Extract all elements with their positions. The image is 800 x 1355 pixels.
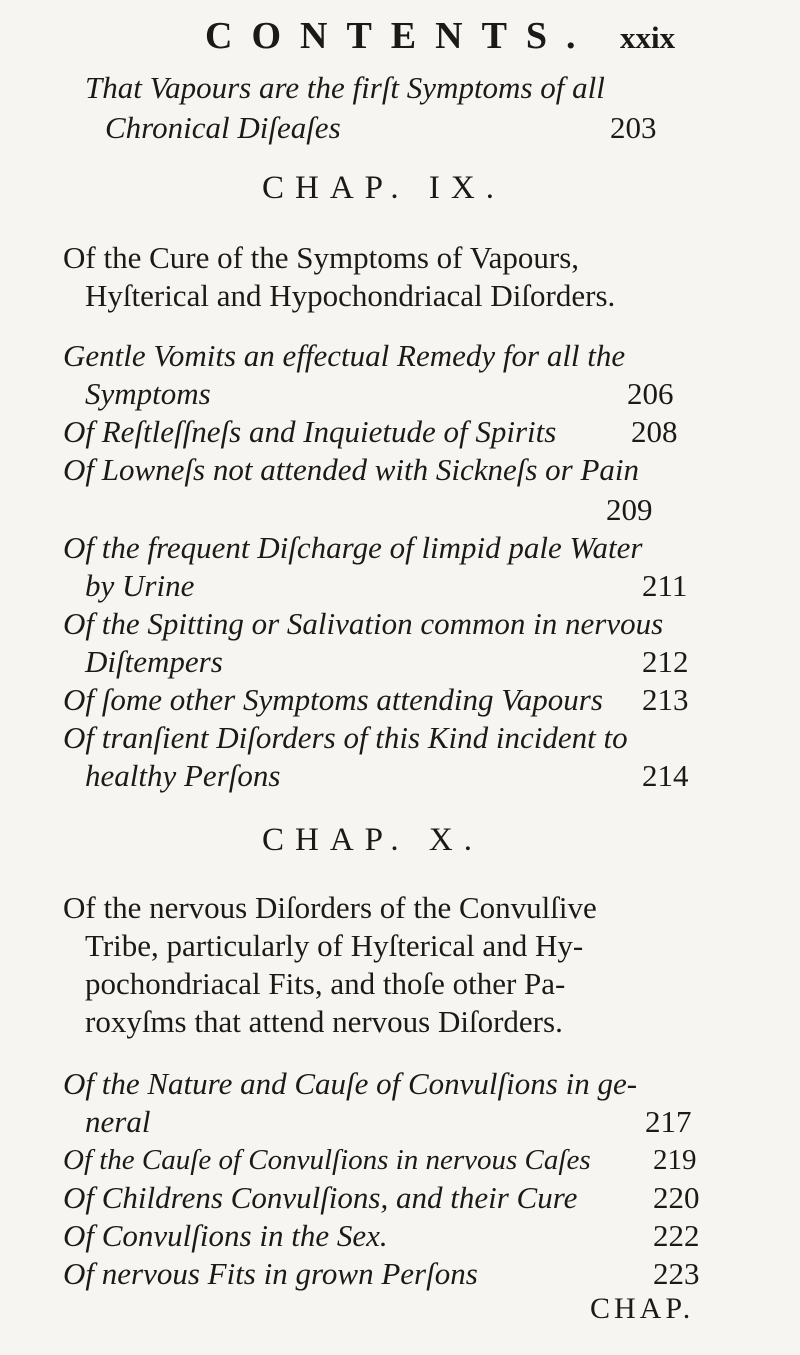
chapter-summary-line: Of the Cure of the Symptoms of Vapours, — [63, 240, 580, 275]
toc-entry-text: neral — [85, 1104, 151, 1139]
toc-entry — [63, 606, 663, 642]
toc-entry-text: Of the Spitting or Salivation common in nervous — [63, 606, 664, 641]
toc-entry — [63, 452, 639, 488]
toc-entry-text: Chronical Diſeaſes — [105, 110, 341, 145]
page-number: 208 — [631, 414, 678, 449]
page-number: 209 — [606, 492, 653, 527]
running-title: CONTENTS. — [205, 15, 595, 57]
page-number: 211 — [642, 568, 688, 603]
chapter-heading: CHAP. IX. — [262, 170, 505, 206]
chapter-summary-line: pochondriacal Fits, and thoſe other Pa- — [85, 966, 566, 1001]
page-number: 222 — [653, 1218, 700, 1253]
toc-entry — [63, 414, 703, 450]
toc-entry-text: Of Convulſions in the Sex. — [63, 1218, 388, 1253]
toc-entry — [63, 338, 625, 374]
page-number: 203 — [610, 110, 657, 145]
toc-entry-text: by Urine — [85, 568, 195, 603]
page-number: 223 — [653, 1256, 700, 1291]
toc-entry-text: Of Childrens Convulſions, and their Cure — [63, 1180, 578, 1215]
toc-entry — [63, 1180, 743, 1216]
toc-entry — [63, 1218, 743, 1254]
toc-entry-continuation — [85, 568, 705, 604]
page-number: 213 — [642, 682, 689, 717]
toc-entry-text: Diſtempers — [85, 644, 223, 679]
page-number: 219 — [653, 1144, 697, 1176]
toc-entry-continuation — [606, 492, 653, 528]
toc-entry-text: Of tranſient Diſorders of this Kind incident to — [63, 720, 628, 755]
page-number: 220 — [653, 1180, 700, 1215]
toc-entry-text: Of ſome other Symptoms attending Vapours — [63, 682, 603, 717]
catchword: CHAP. — [590, 1292, 695, 1325]
toc-entry-text: Gentle Vomits an effectual Remedy for all the — [63, 338, 626, 373]
chapter-summary-line: roxyſms that attend nervous Diſorders. — [85, 1004, 563, 1039]
page-number: 214 — [642, 758, 689, 793]
page-number: 217 — [645, 1104, 692, 1139]
toc-entry-text: Of Reſtleſſneſs and Inquietude of Spirits — [63, 414, 557, 449]
toc-entry-continuation — [85, 1104, 705, 1140]
chapter-heading: CHAP. X. — [262, 822, 483, 858]
toc-entry-text: Of Lowneſs not attended with Sickneſs or Pain — [63, 452, 640, 487]
toc-entry-text: Of the frequent Diſcharge of limpid pale Water — [63, 530, 643, 565]
toc-entry-text: Of the Cauſe of Convulſions in nervous Caſes — [63, 1144, 591, 1176]
toc-entry-text: Symptoms — [85, 376, 211, 411]
toc-entry-text: healthy Perſons — [85, 758, 281, 793]
toc-entry-continuation — [105, 110, 665, 146]
toc-entry — [63, 1256, 743, 1292]
chapter-summary-line: Hyſterical and Hypochondriacal Diſorders. — [85, 278, 616, 313]
toc-entry — [85, 70, 605, 106]
toc-entry — [63, 530, 642, 566]
toc-entry-continuation — [85, 758, 705, 794]
page-number: 212 — [642, 644, 689, 679]
toc-entry-continuation — [85, 376, 685, 412]
chapter-summary-line: Tribe, particularly of Hyſterical and Hy- — [85, 928, 584, 963]
toc-entry-text: Of the Nature and Cauſe of Convulſions in ge- — [63, 1066, 638, 1101]
toc-entry-text: That Vapours are the firſt Symptoms of all — [85, 70, 605, 105]
toc-entry — [63, 1142, 743, 1178]
page-header — [0, 14, 800, 64]
chapter-summary-line: Of the nervous Diſorders of the Convulſive — [63, 890, 597, 925]
toc-entry-continuation — [85, 644, 705, 680]
toc-entry — [63, 1066, 637, 1102]
toc-entry-text: Of nervous Fits in grown Perſons — [63, 1256, 478, 1291]
toc-entry — [63, 682, 723, 718]
page-folio: xxix — [620, 20, 676, 55]
toc-entry — [63, 720, 628, 756]
page-number: 206 — [627, 376, 674, 411]
